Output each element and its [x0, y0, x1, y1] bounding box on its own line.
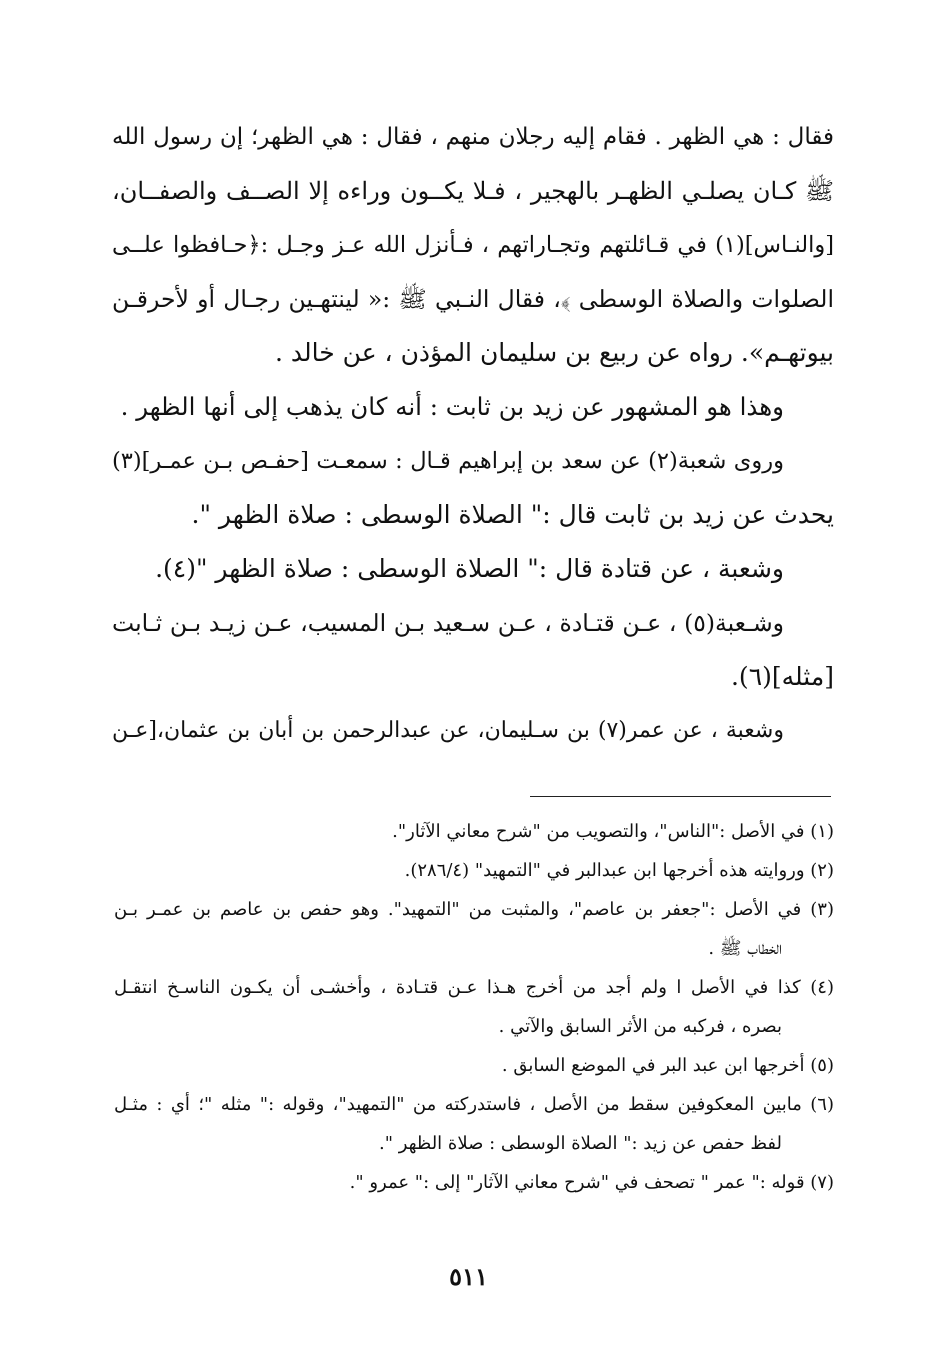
- text-line: [مثله](٦).: [730, 662, 834, 691]
- text-line: فقال : هي الظهر . فقام إليه رجلان منهم ، فقال : هي الظهر؛ إن رسول الله: [112, 124, 834, 150]
- footnotes: [114, 812, 834, 1202]
- main-text: [112, 110, 834, 758]
- footnote-line: (١) في الأصل :"الناس"، والتصويب من "شرح معاني الآثار".: [392, 821, 834, 842]
- text-line: يحدث عن زيد بن ثابت قال :" الصلاة الوسطى : صلاة الظهر ".: [191, 500, 834, 529]
- footnote-line: لفظ حفص عن زيد :" الصلاة الوسطى : صلاة الظهر ".: [378, 1133, 782, 1154]
- footnote-line: (٦) مابين المعكوفين سقط من الأصل ، فاستدركته من "التمهيد"، وقوله :" مثله "؛ أي : مثـل: [114, 1094, 834, 1115]
- footnote-line: (٧) قوله :" عمر " تصحف في "شرح معاني الآثار" إلى :" عمرو ".: [349, 1172, 834, 1193]
- text-line: وشـعبة(٥) ، عـن قتـادة ، عـن سـعيد بـن المسيب، عـن زيـد بـن ثـابت: [112, 609, 784, 637]
- text-line: [والنـاس](١) في قـائلتهم وتجـاراتهم ، فـأنزل الله عـز وجـل :﴿حـافظوا علــى: [112, 232, 834, 258]
- footnote-line: (٥) أخرجها ابن عبد البر في الموضع السابق .: [501, 1055, 834, 1076]
- text-line: وروى شعبة(٢) عن سعد بن إبراهيم قـال : سمعـت [حفـص بـن عمـر](٣): [112, 448, 784, 474]
- page-number: ٥١١: [449, 1262, 488, 1291]
- text-line: وهذا هو المشهور عن زيد بن ثابت : أنه كان يذهب إلى أنها الظهر .: [120, 392, 784, 421]
- footnote-line: (٣) في الأصل :"جعفر بن عاصم"، والمثبت من "التمهيد". وهو حفص بن عاصم بن عمـر بـن: [114, 899, 834, 920]
- footnote-line: (٢) وروايته هذه أخرجها ابن عبدالبر في "التمهيد" (٢٨٦/٤).: [404, 860, 834, 881]
- footnote-line: (٤) كذا في الأصل ا ولم أجد من أخرج هـذا عـن قتـادة ، وأخشـى أن يكـون الناسـخ انتقـل: [114, 977, 834, 998]
- footnote-divider: [530, 796, 831, 797]
- text-line: وشعبة ، عن قتادة قال :" الصلاة الوسطى : صلاة الظهر "(٤).: [155, 554, 784, 583]
- footnote-line: بصره ، فركبه من الأثر السابق والآتي .: [498, 1016, 782, 1037]
- text-line: وشعبة ، عن عمر(٧) بن سـليمان، عن عبدالرحمن بن أبان بن عثمان،[عـن: [112, 718, 784, 743]
- footnote-line: الخطاب ﷺ .: [708, 938, 782, 959]
- text-line: بيوتهـم». رواه عن ربيع بن سليمان المؤذن ، عن خالد .: [275, 338, 834, 367]
- text-line: الصلوات والصلاة الوسطى ﴾، فقال النـبي ﷺ :« لينتهـين رجـال أو لأحرقـن: [112, 285, 834, 313]
- text-line: ﷺ كـان يصلـي الظهـر بالهجير ، فـلا يكــون وراءه إلا الصــف والصفــان،: [112, 177, 834, 205]
